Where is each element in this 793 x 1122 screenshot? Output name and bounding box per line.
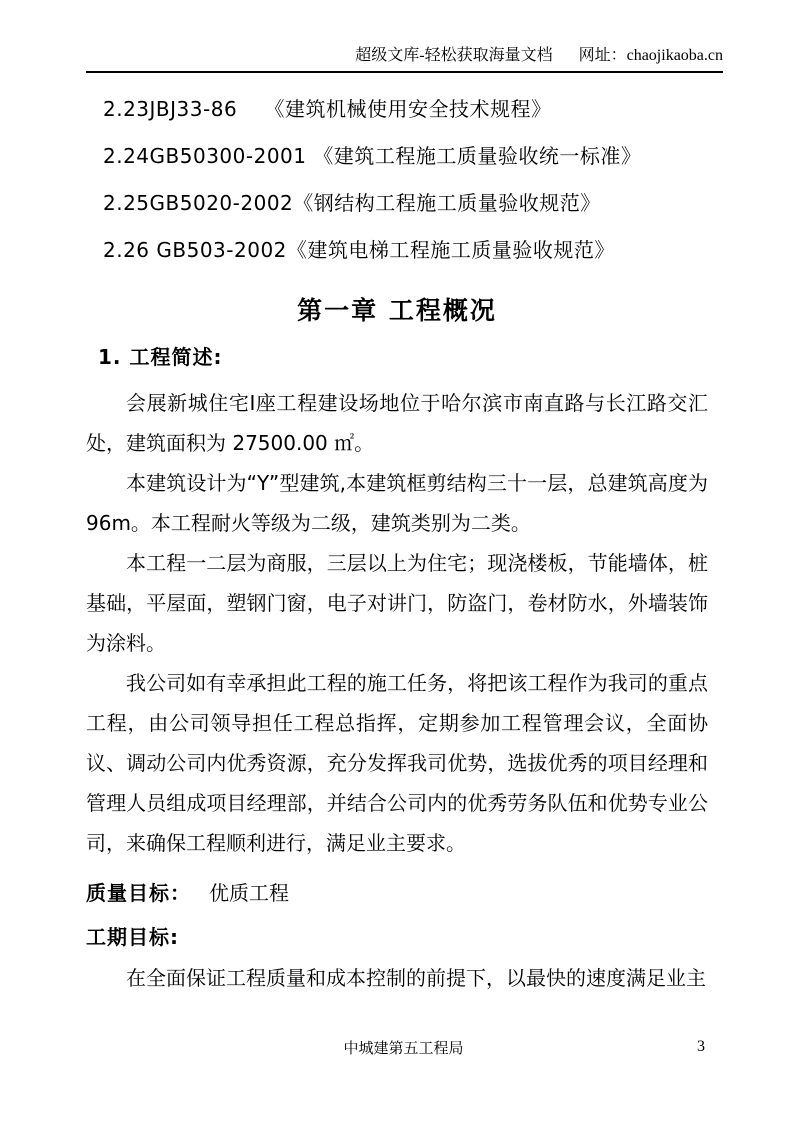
reference-item: 2.23JBJ33-86 《建筑机械使用安全技术规程》 xyxy=(103,97,552,121)
reference-item: 2.26 GB503-2002《建筑电梯工程施工质量验收规范》 xyxy=(103,238,615,262)
reference-item: 2.25GB5020-2002《钢结构工程施工质量验收规范》 xyxy=(103,191,601,215)
footer-company-name: 中城建第五工程局 xyxy=(343,1041,464,1057)
schedule-goal-label: 工期目标: xyxy=(86,925,179,949)
paragraph-building-features: 本工程一二层为商服，三层以上为住宅；现浇楼板，节能墙体，桩基础，平屋面，塑钢门窗，电子对讲门，防盗门，卷材防水，外墙装饰为涂料。 xyxy=(86,551,708,655)
page-header xyxy=(86,46,723,73)
quality-goal-line xyxy=(86,873,708,913)
header-url: chaojikaoba.cn xyxy=(626,47,723,64)
header-site-name: 超级文库-轻松获取海量文档 xyxy=(355,47,553,64)
paragraph-project-location: 会展新城住宅Ⅰ座工程建设场地位于哈尔滨市南直路与长江路交汇处，建筑面积为 27500.00 ㎡。 xyxy=(86,391,708,455)
schedule-goal-line xyxy=(86,917,708,957)
page-footer xyxy=(86,1039,721,1059)
paragraph-building-design: 本建筑设计为“Y”型建筑,本建筑框剪结构三十一层，总建筑高度为 96m。本工程耐火等级为二级，建筑类别为二类。 xyxy=(86,471,708,535)
quality-goal-value: 优质工程 xyxy=(209,881,289,905)
quality-goal-label: 质量目标： xyxy=(86,881,191,905)
section-title: 1. 工程简述: xyxy=(98,345,223,369)
paragraph-company-commitment: 我公司如有幸承担此工程的施工任务，将把该工程作为我司的重点工程，由公司领导担任工程总指挥，定期参加工程管理会议，全面协议、调动公司内优秀资源，充分发挥我司优势，选拔优秀的项目经理和管理人员组成项目经理部，并结合公司内的优秀劳务队伍和优势专业公司，来确保工程顺利进行，满足业主要求。 xyxy=(86,671,708,855)
page-number: 3 xyxy=(697,1038,705,1055)
paragraph-schedule-goal-text: 在全面保证工程质量和成本控制的前提下，以最快的速度满足业主 xyxy=(126,966,706,990)
standards-reference-list xyxy=(103,86,723,274)
header-url-label: 网址： xyxy=(578,47,627,64)
chapter-title: 第一章 工程概况 xyxy=(297,296,497,325)
reference-item: 2.24GB50300-2001 《建筑工程施工质量验收统一标准》 xyxy=(103,144,642,168)
